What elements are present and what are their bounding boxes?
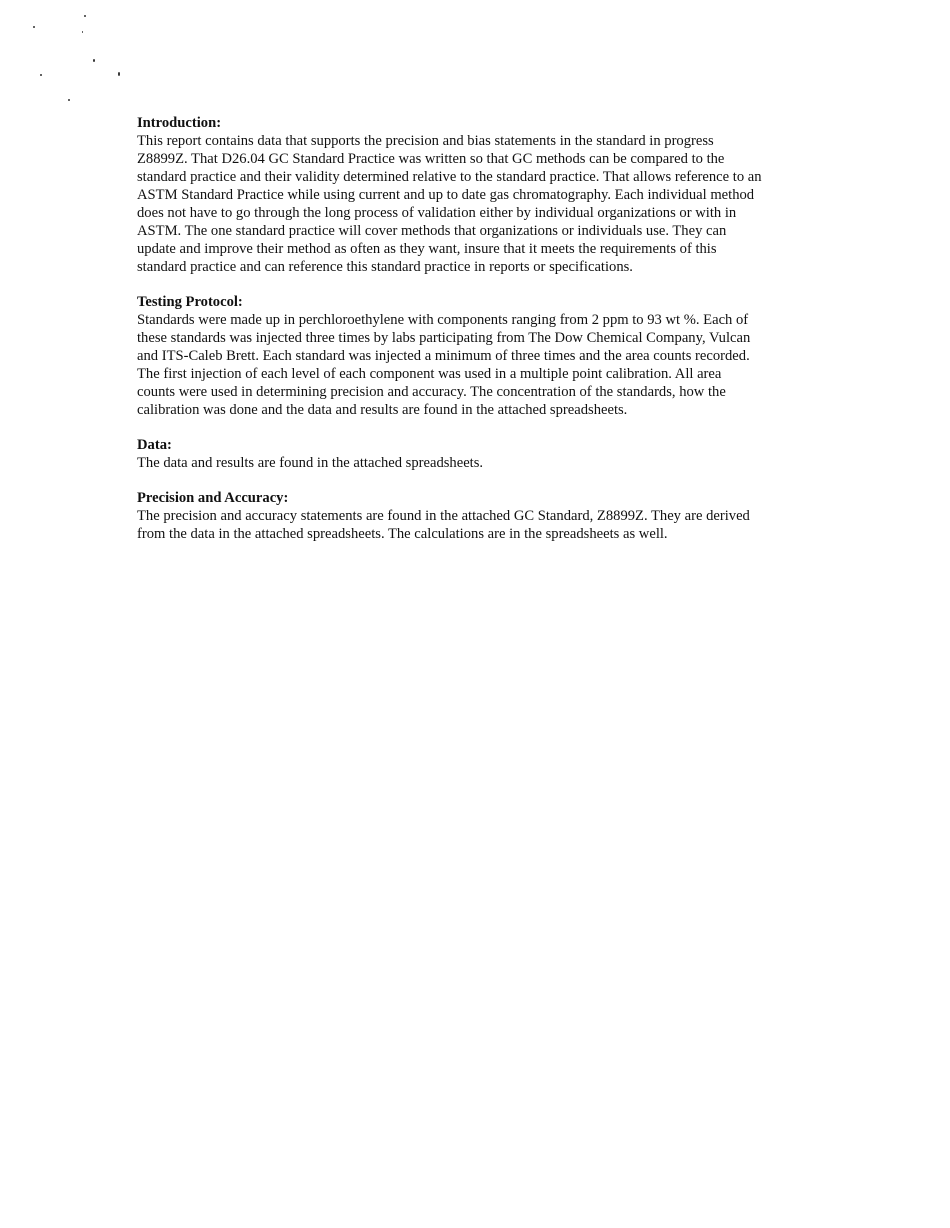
section-precision-accuracy: [137, 489, 827, 543]
section-heading: Introduction:: [137, 115, 222, 131]
scan-speck: [82, 31, 83, 33]
paragraph-line: The precision and accuracy statements are found in the attached GC Standard, Z8899Z. They are derived: [137, 508, 750, 524]
section-heading: Testing Protocol:: [137, 294, 243, 310]
scan-speck: [84, 15, 86, 17]
paragraph-line: Z8899Z. That D26.04 GC Standard Practice was written so that GC methods can be compared to the: [137, 151, 725, 167]
paragraph-line: The first injection of each level of each component was used in a multiple point calibration. All area: [137, 366, 722, 382]
section-paragraph: [137, 454, 827, 472]
scan-speck: [40, 74, 42, 76]
section-heading: Precision and Accuracy:: [137, 490, 289, 506]
paragraph-line: standard practice and their validity determined relative to the standard practice. That allows reference to an: [137, 169, 762, 185]
document-body: [137, 114, 827, 560]
scan-speck: [93, 59, 95, 62]
paragraph-line: The data and results are found in the attached spreadsheets.: [137, 455, 484, 471]
section-paragraph: [137, 507, 827, 543]
paragraph-line: these standards was injected three times by labs participating from The Dow Chemical Company, Vulcan: [137, 330, 751, 346]
section-testing-protocol: [137, 293, 827, 419]
paragraph-line: Standards were made up in perchloroethylene with components ranging from 2 ppm to 93 wt %. Each of: [137, 312, 749, 328]
scan-speck: [118, 72, 120, 76]
section-paragraph: [137, 311, 827, 419]
section-heading: Data:: [137, 437, 172, 453]
paragraph-line: counts were used in determining precision and accuracy. The concentration of the standards, how the: [137, 384, 726, 400]
paragraph-line: does not have to go through the long process of validation either by individual organizations or with in: [137, 205, 737, 221]
scan-speck: [33, 26, 35, 28]
section-paragraph: [137, 132, 827, 276]
paragraph-line: calibration was done and the data and results are found in the attached spreadsheets.: [137, 402, 628, 418]
paragraph-line: from the data in the attached spreadsheets. The calculations are in the spreadsheets as well.: [137, 526, 668, 542]
section-introduction: [137, 114, 827, 276]
paragraph-line: standard practice and can reference this standard practice in reports or specifications.: [137, 259, 633, 275]
paragraph-line: update and improve their method as often as they want, insure that it meets the requirements of this: [137, 241, 717, 257]
scan-speck: [68, 99, 70, 101]
paragraph-line: This report contains data that supports the precision and bias statements in the standard in progress: [137, 133, 714, 149]
section-data: [137, 436, 827, 472]
paragraph-line: ASTM. The one standard practice will cover methods that organizations or individuals use. They can: [137, 223, 727, 239]
paragraph-line: ASTM Standard Practice while using current and up to date gas chromatography. Each individual method: [137, 187, 755, 203]
paragraph-line: and ITS-Caleb Brett. Each standard was injected a minimum of three times and the area counts recorded.: [137, 348, 750, 364]
